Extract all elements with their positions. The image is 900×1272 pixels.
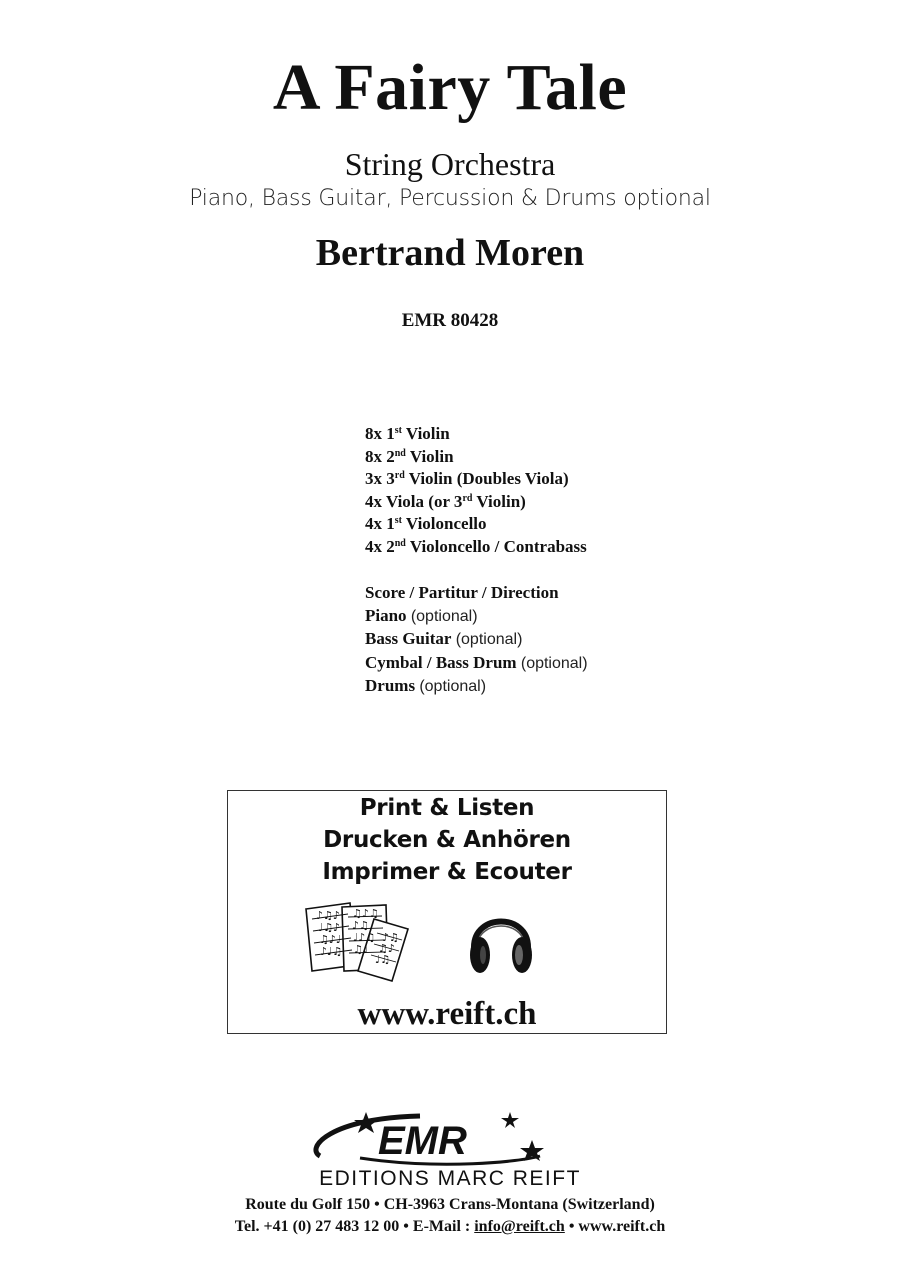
email-link[interactable]: info@reift.ch bbox=[474, 1218, 565, 1235]
svg-text:♪♫♪: ♪♫♪ bbox=[316, 909, 340, 922]
instrumentation-note: Piano, Bass Guitar, Percussion & Drums optional bbox=[189, 186, 711, 211]
catalog-number: EMR 80428 bbox=[401, 310, 499, 331]
svg-text:♩♪♫: ♩♪♫ bbox=[353, 931, 376, 944]
svg-text:♫♪: ♫♪ bbox=[378, 942, 395, 955]
svg-text:♩♫♪: ♩♫♪ bbox=[318, 921, 341, 934]
publisher-contact: Tel. +41 (0) 27 483 12 00 • E-Mail : info@reift.ch • www.reift.ch bbox=[234, 1218, 666, 1235]
list-item: Bass Guitar (optional) bbox=[365, 629, 523, 649]
promo-line-english: Print & Listen bbox=[359, 795, 535, 821]
extra-parts-list bbox=[365, 582, 588, 699]
svg-text:♪♫: ♪♫ bbox=[352, 919, 369, 932]
svg-text:♫♪♩: ♫♪♩ bbox=[319, 933, 342, 946]
list-item: Cymbal / Bass Drum (optional) bbox=[365, 652, 588, 672]
publisher-name-text: EDITIONS MARC REIFT bbox=[319, 1167, 581, 1190]
list-item: 8x 2nd Violin bbox=[365, 446, 454, 466]
svg-text:♪♩♫: ♪♩♫ bbox=[320, 945, 343, 958]
print-listen-box bbox=[227, 790, 667, 1034]
svg-text:♫♪♫: ♫♪♫ bbox=[352, 907, 379, 920]
list-item: 4x 2nd Violoncello / Contrabass bbox=[365, 536, 587, 556]
list-item: 4x Viola (or 3rd Violin) bbox=[365, 491, 526, 511]
publisher-name bbox=[0, 1167, 900, 1191]
list-item: Score / Partitur / Direction bbox=[365, 583, 559, 602]
promo-line-german: Drucken & Anhören bbox=[323, 827, 571, 853]
promo-website-link[interactable]: www.reift.ch bbox=[357, 996, 537, 1032]
sheet-music-icon bbox=[300, 899, 412, 983]
subtitle: String Orchestra bbox=[344, 146, 556, 182]
list-item: Piano (optional) bbox=[365, 605, 478, 625]
svg-text:♩♫: ♩♫ bbox=[375, 953, 391, 966]
string-parts-list bbox=[365, 423, 587, 559]
promo-line-french: Imprimer & Ecouter bbox=[322, 859, 572, 885]
svg-text:♪♫: ♪♫ bbox=[382, 931, 399, 944]
list-item: 4x 1st Violoncello bbox=[365, 514, 487, 534]
svg-text:EMR: EMR bbox=[378, 1119, 467, 1163]
headphones-icon bbox=[466, 901, 536, 977]
publisher-address: Route du Golf 150 • CH-3963 Crans-Montana (Switzerland) bbox=[245, 1196, 655, 1213]
composer-name: Bertrand Moren bbox=[315, 232, 585, 274]
page-title: A Fairy Tale bbox=[272, 51, 628, 124]
emr-logo bbox=[300, 1108, 600, 1168]
svg-text:♫♩: ♫♩ bbox=[353, 943, 369, 956]
list-item: 3x 3rd Violin (Doubles Viola) bbox=[365, 469, 569, 489]
list-item: 8x 1st Violin bbox=[365, 424, 450, 443]
list-item: Drums (optional) bbox=[365, 676, 487, 696]
